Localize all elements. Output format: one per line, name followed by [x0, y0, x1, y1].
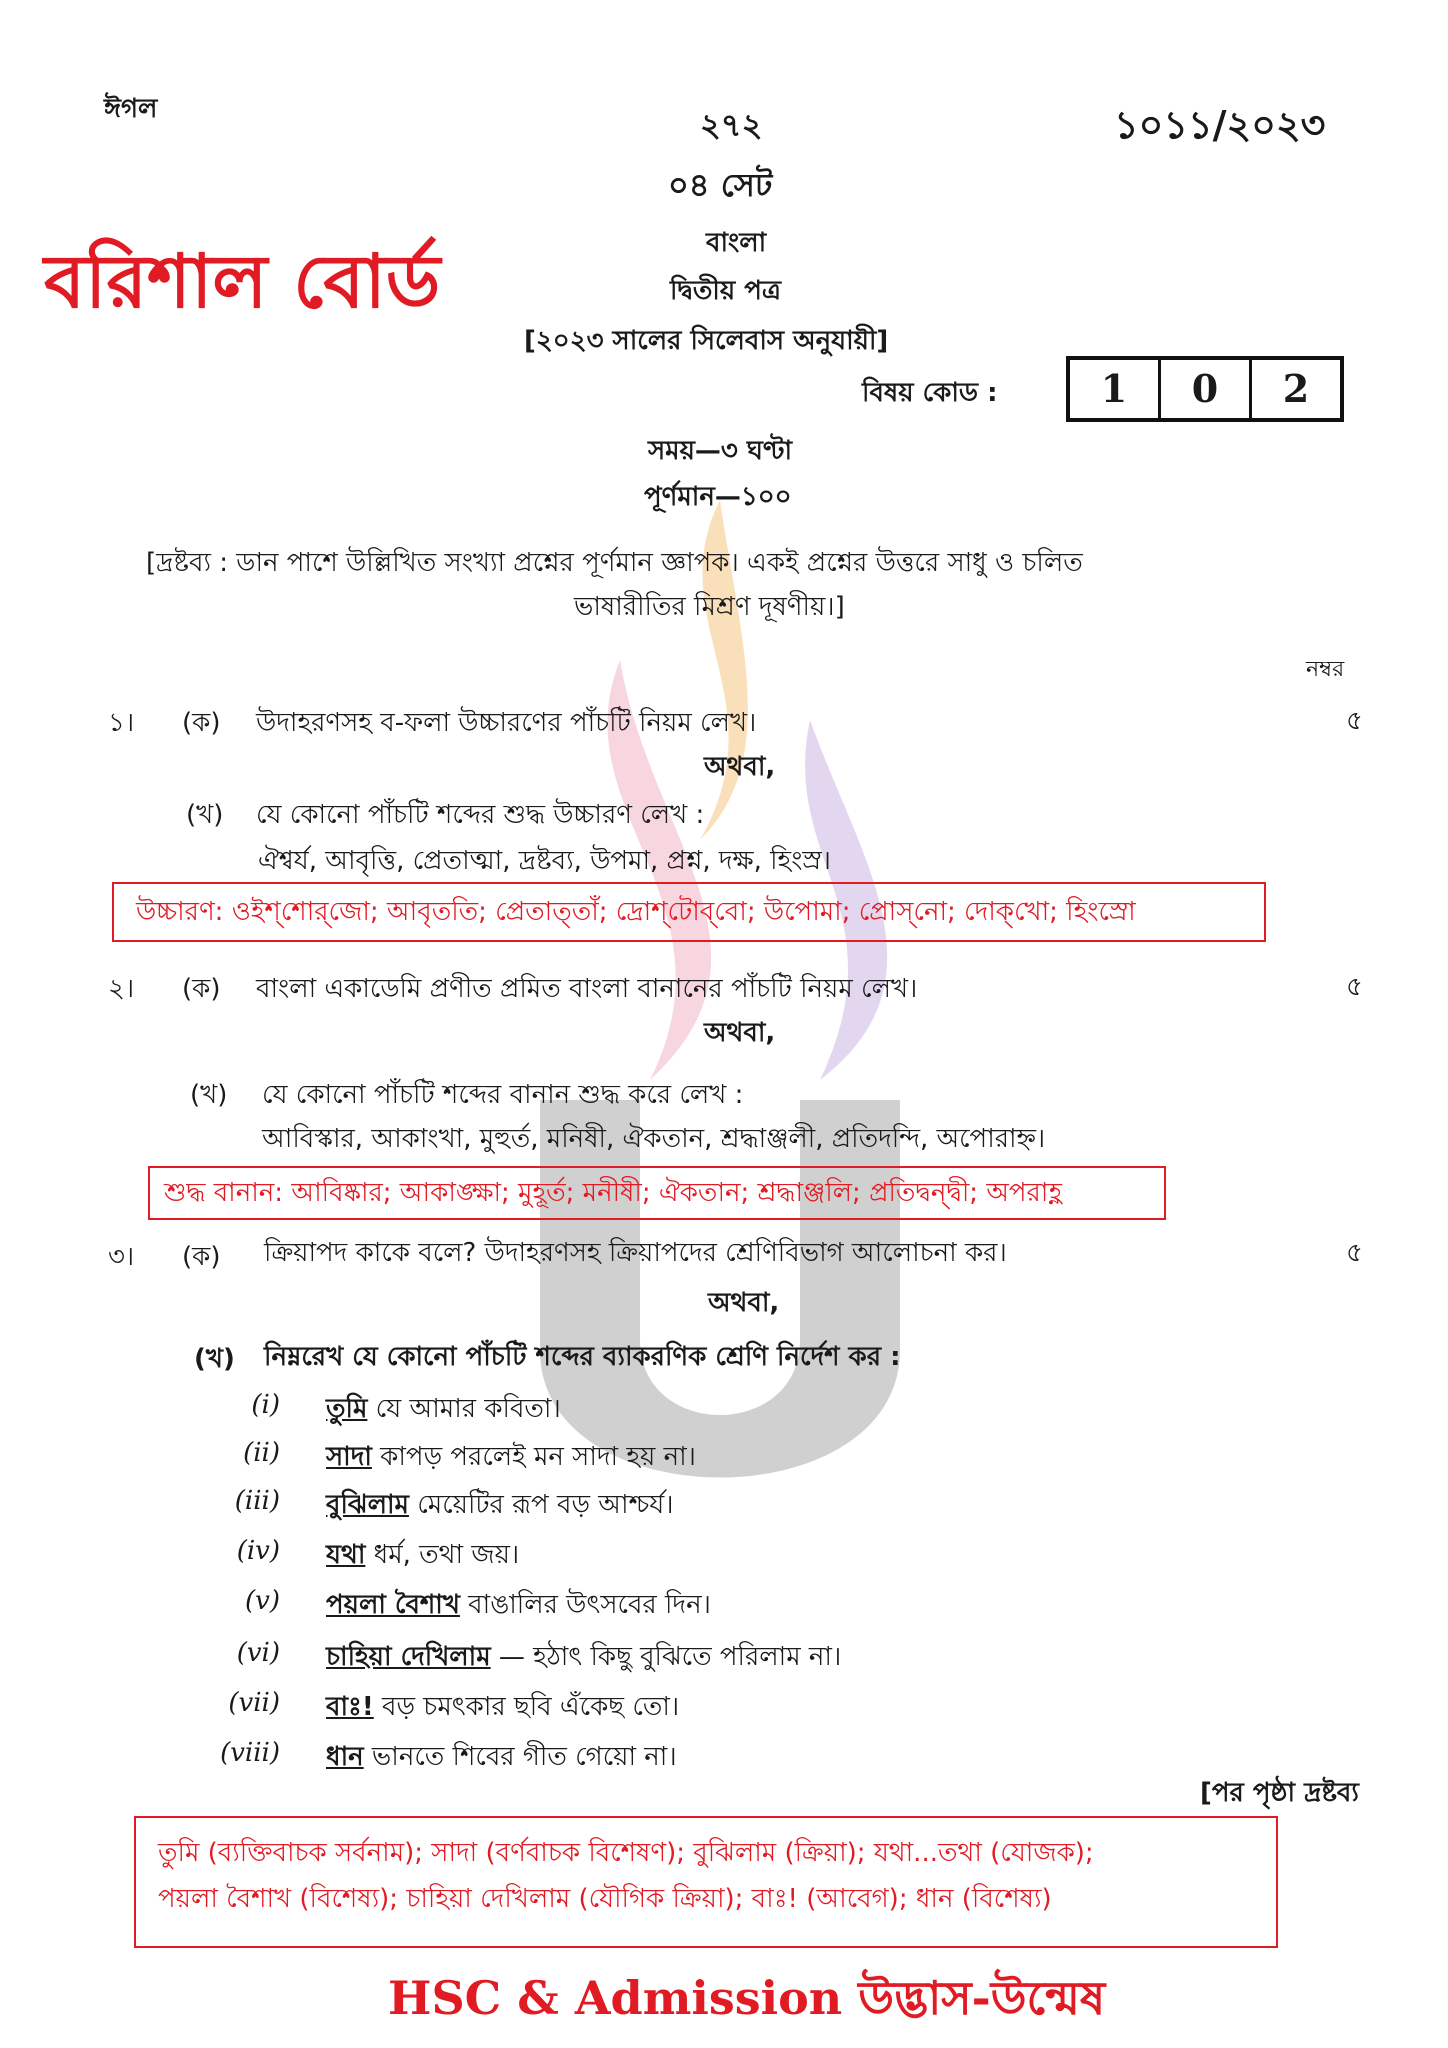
syllabus-note: [২০২৩ সালের সিলেবাস অনুযায়ী]: [524, 326, 889, 356]
q1-b-text: যে কোনো পাঁচটি শব্দের শুদ্ধ উচ্চারণ লেখ :: [256, 800, 705, 830]
subject-name: বাংলা: [706, 228, 767, 258]
q2-answer-box: শুদ্ধ বানান: আবিষ্কার; আকাঙ্ক্ষা; মুহূর্ত; মনীষী; ঐকতান; শ্রদ্ধাঞ্জলি; প্রতিদ্বন্দ্বী; অপরাহ্ণ: [148, 1166, 1166, 1220]
q3-item-number: (v): [245, 1586, 280, 1616]
q3-item-text: [326, 1736, 677, 1780]
full-marks: পূর্ণমান—১০০: [644, 482, 792, 512]
q1-answer-box: উচ্চারণ: ওইশ্‌শোর্‌জো; আবৃততি; প্রেতাত্‌তাঁ; দ্রোশ্‌টোব্‌বো; উপোমা; প্রোস্‌নো; দোক্‌খো; হিংস্রো: [112, 882, 1266, 942]
q3-marks: ৫: [1346, 1238, 1363, 1268]
q2-a-text: বাংলা একাডেমি প্রণীত প্রমিত বাংলা বানানের পাঁচটি নিয়ম লেখ।: [256, 974, 918, 1004]
q3-a-label: (ক): [182, 1242, 221, 1272]
q3-item-number: (ii): [243, 1438, 280, 1468]
q3-b-text: নিম্নরেখ যে কোনো পাঁচটি শব্দের ব্যাকরণিক শ্রেণি নির্দেশ কর :: [264, 1342, 901, 1372]
q3-item-text: [326, 1436, 696, 1480]
q3-item-underlined: পয়লা বৈশাখ: [326, 1590, 460, 1620]
q2-or: অথবা,: [704, 1018, 776, 1048]
code-digit: 2: [1282, 366, 1310, 411]
q2-number: ২।: [108, 974, 135, 1004]
q3-item-text: [326, 1388, 561, 1432]
q3-item-rest: বড় চমৎকার ছবি এঁকেছ তো।: [373, 1692, 680, 1722]
subject-code-box: [1066, 356, 1344, 422]
q3-item-number: (vii): [228, 1688, 280, 1718]
q2-b-words: আবিস্কার, আকাংখা, মুহুর্ত, মনিষী, ঐকতান, শ্রদ্ধাঞ্জলী, প্রতিদন্দি, অপোরাহ্ন।: [262, 1124, 1046, 1154]
exam-time: সময়—৩ ঘণ্টা: [648, 436, 793, 466]
q3-item-rest: — হঠাৎ কিছু বুঝিতে পরিলাম না।: [490, 1642, 842, 1672]
footer-brand: HSC & Admission উদ্ভাস-উন্মেষ: [388, 1971, 1106, 2025]
q3-item-underlined: তুমি: [326, 1394, 368, 1424]
q3-item-rest: মেয়েটির রূপ বড় আশ্চর্য।: [408, 1490, 674, 1520]
paper-name: দ্বিতীয় পত্র: [670, 276, 781, 306]
code-digit: 1: [1070, 360, 1161, 418]
subject-code-label: বিষয় কোড :: [862, 378, 998, 408]
q3-item-underlined: সাদা: [326, 1442, 372, 1472]
q3-answer-line-2: পয়লা বৈশাখ (বিশেষ্য); চাহিয়া দেখিলাম (যৌগিক ক্রিয়া); বাঃ! (আবেগ); ধান (বিশেষ্য): [158, 1884, 1052, 1914]
q2-b-label: (খ): [190, 1080, 228, 1110]
q3-item-number: (viii): [220, 1738, 280, 1768]
q3-number: ৩।: [108, 1242, 135, 1272]
q3-item-number: (vi): [236, 1638, 280, 1668]
q3-answer-box: [134, 1816, 1278, 1948]
q3-item-number: (iv): [236, 1536, 280, 1566]
set-number: ২৭২: [700, 106, 763, 144]
q3-item-text: [326, 1534, 519, 1578]
instruction-line-2: ভাষারীতির মিশ্রণ দূষণীয়।]: [574, 592, 845, 622]
q3-item-underlined: বুঝিলাম: [326, 1490, 409, 1520]
q1-or: অথবা,: [704, 752, 776, 782]
q3-item-text: [326, 1636, 841, 1680]
q3-answer-line-1: তুমি (ব্যক্তিবাচক সর্বনাম); সাদা (বর্ণবাচক বিশেষণ); বুঝিলাম (ক্রিয়া); যথা...তথা (যোজক);: [158, 1838, 1094, 1868]
q3-item-underlined: চাহিয়া দেখিলাম: [326, 1642, 491, 1672]
q1-marks: ৫: [1346, 706, 1363, 736]
q1-b-words: ঐশ্বর্য, আবৃত্তি, প্রেতাত্মা, দ্রষ্টব্য, উপমা, প্রশ্ন, দক্ষ, হিংস্র।: [258, 846, 831, 876]
header-top-left: ঈগল: [104, 94, 158, 124]
marks-label: নম্বর: [1306, 657, 1345, 682]
q2-marks: ৫: [1346, 972, 1363, 1002]
q3-item-underlined: যথা: [326, 1540, 366, 1570]
board-title: বরিশাল বোর্ড: [44, 239, 441, 325]
q3-item-underlined: বাঃ!: [326, 1692, 374, 1722]
next-page-note: [পর পৃষ্ঠা দ্রষ্টব্য: [1200, 1778, 1359, 1808]
q3-item-underlined: ধান: [326, 1742, 364, 1772]
code-digit: 0: [1161, 360, 1252, 418]
exam-code: ১০১১/২০২৩: [1114, 103, 1326, 147]
instruction-line-1: [দ্রষ্টব্য : ডান পাশে উল্লিখিত সংখ্যা প্রশ্নের পূর্ণমান জ্ঞাপক। একই প্রশ্নের উত্তরে সাধু ও চলিত: [146, 548, 1083, 578]
q3-item-rest: বাঙালির উৎসবের দিন।: [459, 1590, 711, 1620]
q3-item-text: [326, 1484, 674, 1528]
q3-item-text: [326, 1584, 711, 1628]
q3-item-rest: ধর্ম, তথা জয়।: [365, 1540, 520, 1570]
q3-item-rest: ভানতে শিবের গীত গেয়ো না।: [363, 1742, 677, 1772]
set-label: ০৪ সেট: [668, 166, 773, 204]
q3-item-number: (i): [251, 1390, 280, 1420]
q1-a-text: উদাহরণসহ ব-ফলা উচ্চারণের পাঁচটি নিয়ম লেখ।: [256, 708, 757, 738]
q2-a-label: (ক): [182, 974, 221, 1004]
q3-item-text: [326, 1686, 679, 1730]
q1-number: ১।: [108, 708, 135, 738]
q3-item-rest: যে আমার কবিতা।: [367, 1394, 561, 1424]
q1-b-label: (খ): [186, 800, 224, 830]
q2-b-text: যে কোনো পাঁচটি শব্দের বানান শুদ্ধ করে লেখ :: [262, 1080, 744, 1110]
q3-item-number: (iii): [234, 1486, 280, 1516]
q3-item-rest: কাপড় পরলেই মন সাদা হয় না।: [371, 1442, 696, 1472]
q1-a-label: (ক): [182, 708, 221, 738]
q3-b-label: (খ): [194, 1344, 235, 1374]
q3-a-text: ক্রিয়াপদ কাকে বলে? উদাহরণসহ ক্রিয়াপদের শ্রেণিবিভাগ আলোচনা কর।: [264, 1238, 1007, 1268]
q3-or: অথবা,: [708, 1288, 780, 1318]
